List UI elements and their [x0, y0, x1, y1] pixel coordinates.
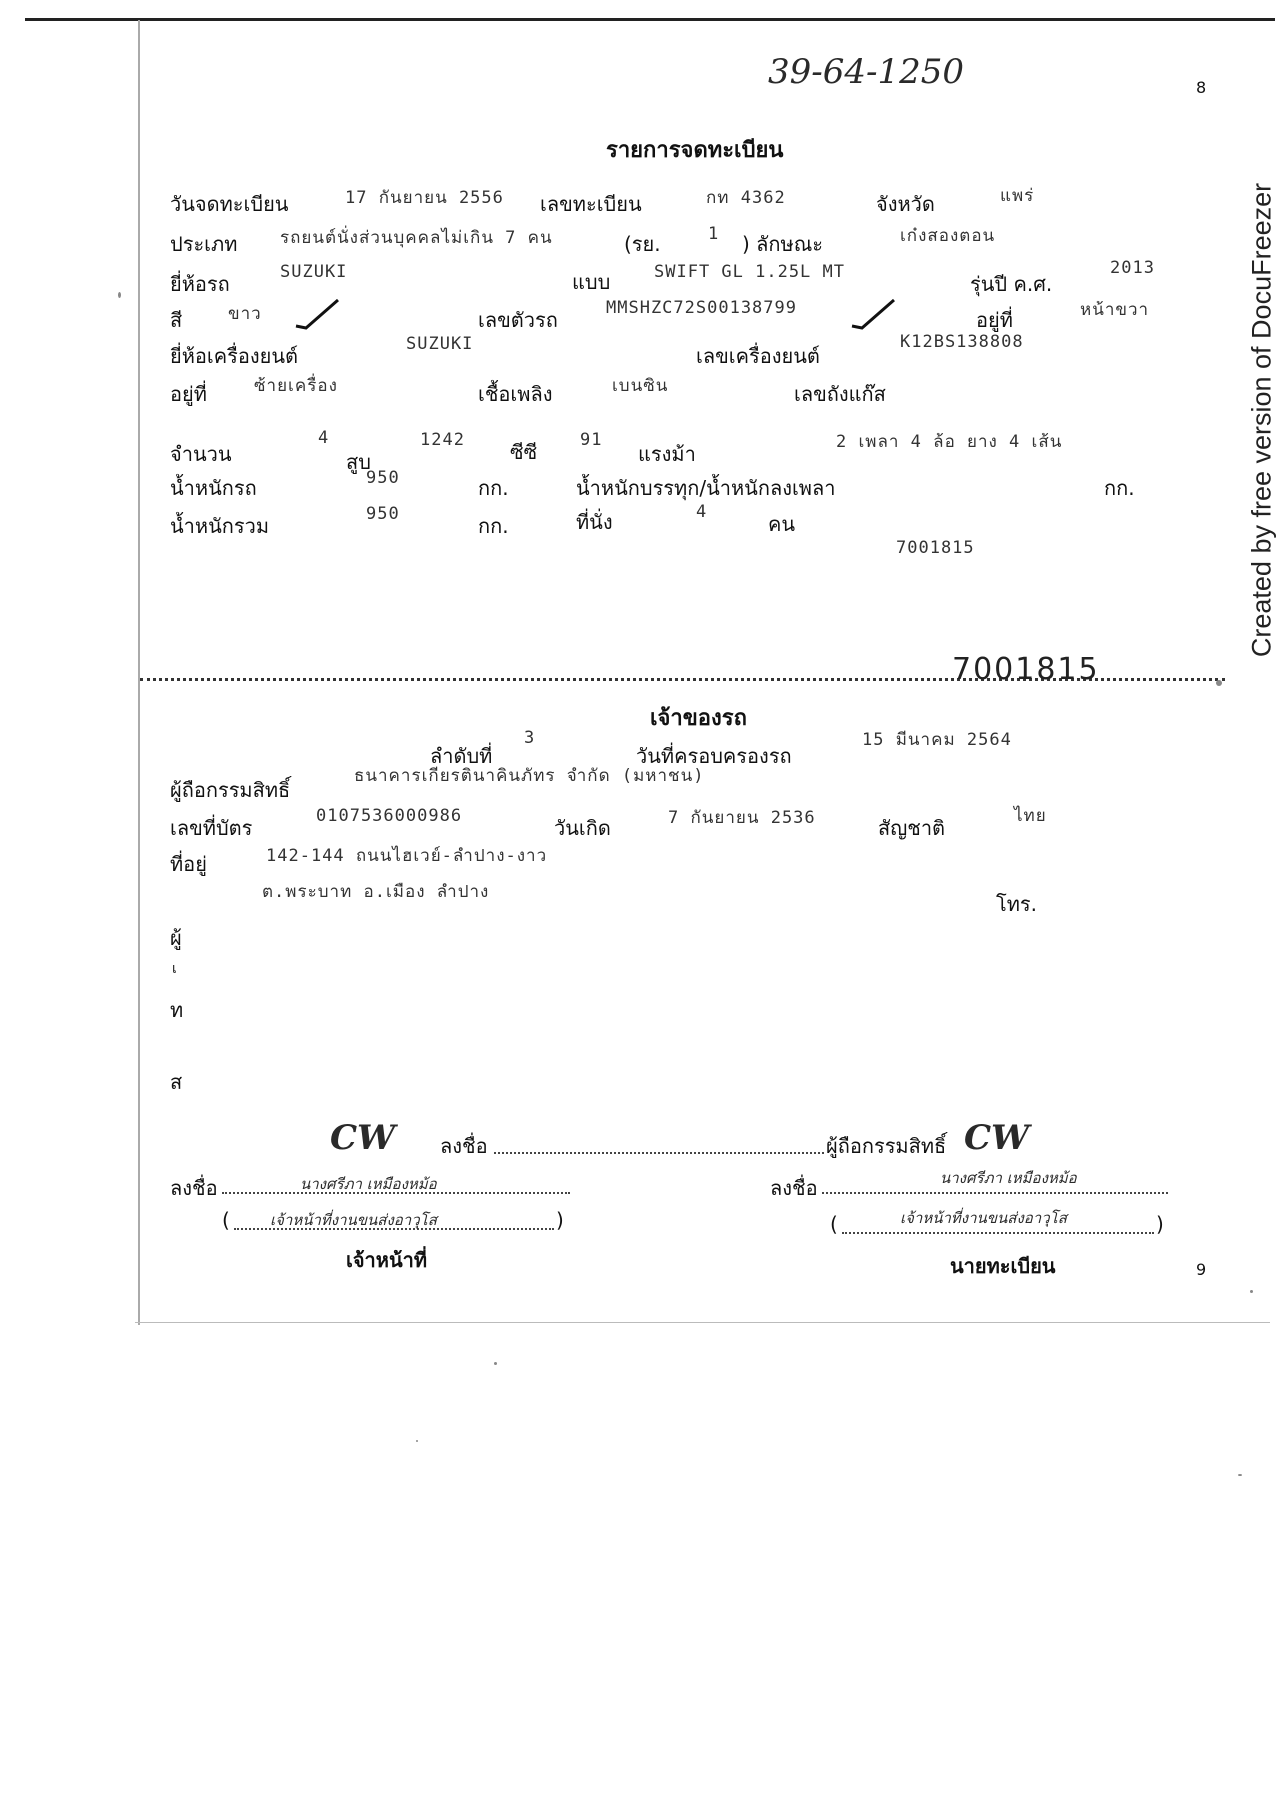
scan-speck	[118, 292, 121, 298]
sequence-label: ลำดับที่	[430, 744, 493, 768]
watermark: Created by free version of DocuFreezer	[1246, 182, 1277, 658]
cylinder-value: 4	[318, 428, 330, 448]
sequence-value: 3	[524, 728, 536, 748]
reg-date-value: 17 กันยายน 2556	[345, 188, 504, 208]
model-value: SWIFT GL 1.25L MT	[654, 262, 845, 282]
officer-name: นางศรีภา เหมืองหม้อ	[300, 1175, 437, 1193]
sign-label: ลงชื่อ	[440, 1134, 488, 1158]
province-label: จังหวัด	[876, 192, 935, 216]
bottom-border	[135, 1322, 1270, 1323]
type-value: รถยนต์นั่งส่วนบุคคลไม่เกิน 7 คน	[280, 228, 553, 248]
style-value: เก๋งสองตอน	[900, 226, 996, 246]
count-label: จำนวน	[170, 442, 232, 466]
engine-number-value: K12BS138808	[900, 332, 1024, 352]
partial-char: ผู้	[170, 926, 182, 950]
engine-location-label: อยู่ที่	[170, 382, 207, 406]
officer-label: เจ้าหน้าที่	[346, 1248, 428, 1272]
partial-char: ท	[170, 998, 184, 1022]
holder-value: ธนาคารเกียรตินาคินภัทร จำกัด (มหาชน)	[354, 766, 705, 786]
kg-unit: กก.	[1104, 476, 1135, 500]
birth-date-value: 7 กันยายน 2536	[668, 808, 816, 828]
owner-title: เจ้าของรถ	[650, 706, 747, 731]
seats-value: 4	[696, 502, 708, 522]
chassis-location-value: หน้าขวา	[1080, 300, 1150, 320]
axle-value: 2 เพลา 4 ล้อ ยาง 4 เส้น	[836, 432, 1063, 452]
holder-label: ผู้ถือกรรมสิทธิ์	[170, 778, 291, 802]
fuel-value: เบนซิน	[612, 376, 669, 396]
chassis-location-label: อยู่ที่	[976, 308, 1013, 332]
sign-line	[822, 1192, 1168, 1194]
kg-unit: กก.	[478, 476, 509, 500]
address-line-2: ต.พระบาท อ.เมือง ลำปาง	[262, 882, 490, 902]
possession-date-value: 15 มีนาคม 2564	[862, 730, 1012, 750]
top-border	[25, 18, 1275, 21]
horsepower-value: 91	[580, 430, 603, 450]
page-number-top: 8	[1196, 78, 1207, 97]
reg-date-label: วันจดทะเบียน	[170, 192, 289, 216]
id-card-value: 0107536000986	[316, 806, 463, 826]
fuel-label: เชื้อเพลิง	[478, 382, 553, 406]
serial-number-large: 7001815	[952, 652, 1100, 687]
type-label: ประเภท	[170, 232, 238, 256]
registrar-title: เจ้าหน้าที่งานขนส่งอาวุโส	[900, 1209, 1067, 1227]
paren-open: (	[222, 1208, 230, 1232]
plate-label: เลขทะเบียน	[540, 192, 642, 216]
possession-date-label: วันที่ครอบครองรถ	[636, 744, 792, 768]
engine-brand-value: SUZUKI	[406, 334, 474, 354]
year-value: 2013	[1110, 258, 1155, 278]
scan-speck	[494, 1362, 497, 1365]
brand-value: SUZUKI	[280, 262, 348, 282]
signature-mark: CW	[330, 1118, 396, 1158]
sign-label: ลงชื่อ	[170, 1176, 218, 1200]
gas-tank-label: เลขถังแก๊ส	[794, 382, 886, 406]
check-mark-icon	[848, 296, 898, 332]
cc-label: ซีซี	[510, 440, 538, 464]
plate-value: กท 4362	[706, 188, 786, 208]
brand-label: ยี่ห้อรถ	[170, 272, 230, 296]
color-label: สี	[170, 308, 183, 332]
handwritten-note: 39-64-1250	[768, 52, 965, 92]
kg-unit: กก.	[478, 514, 509, 538]
scan-speck	[1250, 1290, 1253, 1293]
nationality-value: ไทย	[1014, 806, 1047, 826]
model-label: แบบ	[572, 270, 611, 294]
partial-char: เ	[172, 961, 177, 977]
scan-speck	[416, 1440, 418, 1442]
address-label: ที่อยู่	[170, 852, 207, 876]
chassis-label: เลขตัวรถ	[478, 308, 558, 332]
telephone-label: โทร.	[996, 892, 1038, 916]
engine-number-label: เลขเครื่องยนต์	[696, 344, 820, 368]
signature-mark: CW	[964, 1118, 1030, 1158]
paren-close: )	[556, 1208, 564, 1232]
registrar-name: นางศรีภา เหมืองหม้อ	[940, 1169, 1077, 1187]
officer-title: เจ้าหน้าที่งานขนส่งอาวุโส	[270, 1211, 437, 1229]
page-number-bottom: 9	[1196, 1260, 1207, 1279]
engine-brand-label: ยี่ห้อเครื่องยนต์	[170, 344, 299, 368]
color-value: ขาว	[228, 304, 262, 324]
gross-weight-value: 950	[366, 504, 400, 524]
nationality-label: สัญชาติ	[878, 816, 946, 840]
weight-label: น้ำหนักรถ	[170, 476, 257, 500]
paren-close: )	[1156, 1212, 1164, 1236]
cc-value: 1242	[420, 430, 465, 450]
seats-label: ที่นั่ง	[576, 510, 613, 534]
sign-line	[494, 1152, 824, 1154]
style-label: ) ลักษณะ	[742, 232, 824, 256]
registrar-label: นายทะเบียน	[950, 1254, 1056, 1278]
scan-speck	[1238, 1474, 1242, 1476]
payload-label: น้ำหนักบรรทุก/น้ำหนักลงเพลา	[576, 476, 836, 500]
id-card-label: เลขที่บัตร	[170, 816, 253, 840]
scan-speck	[1216, 680, 1222, 686]
partial-char: ส	[170, 1070, 183, 1094]
holder-signature-label: ผู้ถือกรรมสิทธิ์	[826, 1134, 947, 1158]
weight-value: 950	[366, 468, 400, 488]
cylinder-label: สูบ	[346, 450, 371, 474]
sign-label: ลงชื่อ	[770, 1176, 818, 1200]
title-line	[842, 1232, 1154, 1234]
ry-label: (รย.	[624, 232, 661, 256]
registration-title: รายการจดทะเบียน	[606, 138, 784, 163]
ry-value: 1	[708, 224, 720, 244]
check-mark-icon	[292, 296, 342, 332]
paren-open: (	[830, 1212, 838, 1236]
serial-number: 7001815	[896, 538, 975, 558]
chassis-value: MMSHZC72S00138799	[606, 298, 797, 318]
horsepower-label: แรงม้า	[638, 442, 696, 466]
gross-weight-label: น้ำหนักรวม	[170, 514, 270, 538]
birth-date-label: วันเกิด	[554, 816, 611, 840]
address-line-1: 142-144 ถนนไฮเวย์-ลำปาง-งาว	[266, 846, 548, 866]
engine-location-value: ซ้ายเครื่อง	[254, 376, 338, 396]
province-value: แพร่	[1000, 186, 1035, 206]
left-border	[138, 20, 140, 1325]
year-label: รุ่นปี ค.ศ.	[970, 272, 1053, 296]
seats-unit: คน	[768, 512, 796, 536]
